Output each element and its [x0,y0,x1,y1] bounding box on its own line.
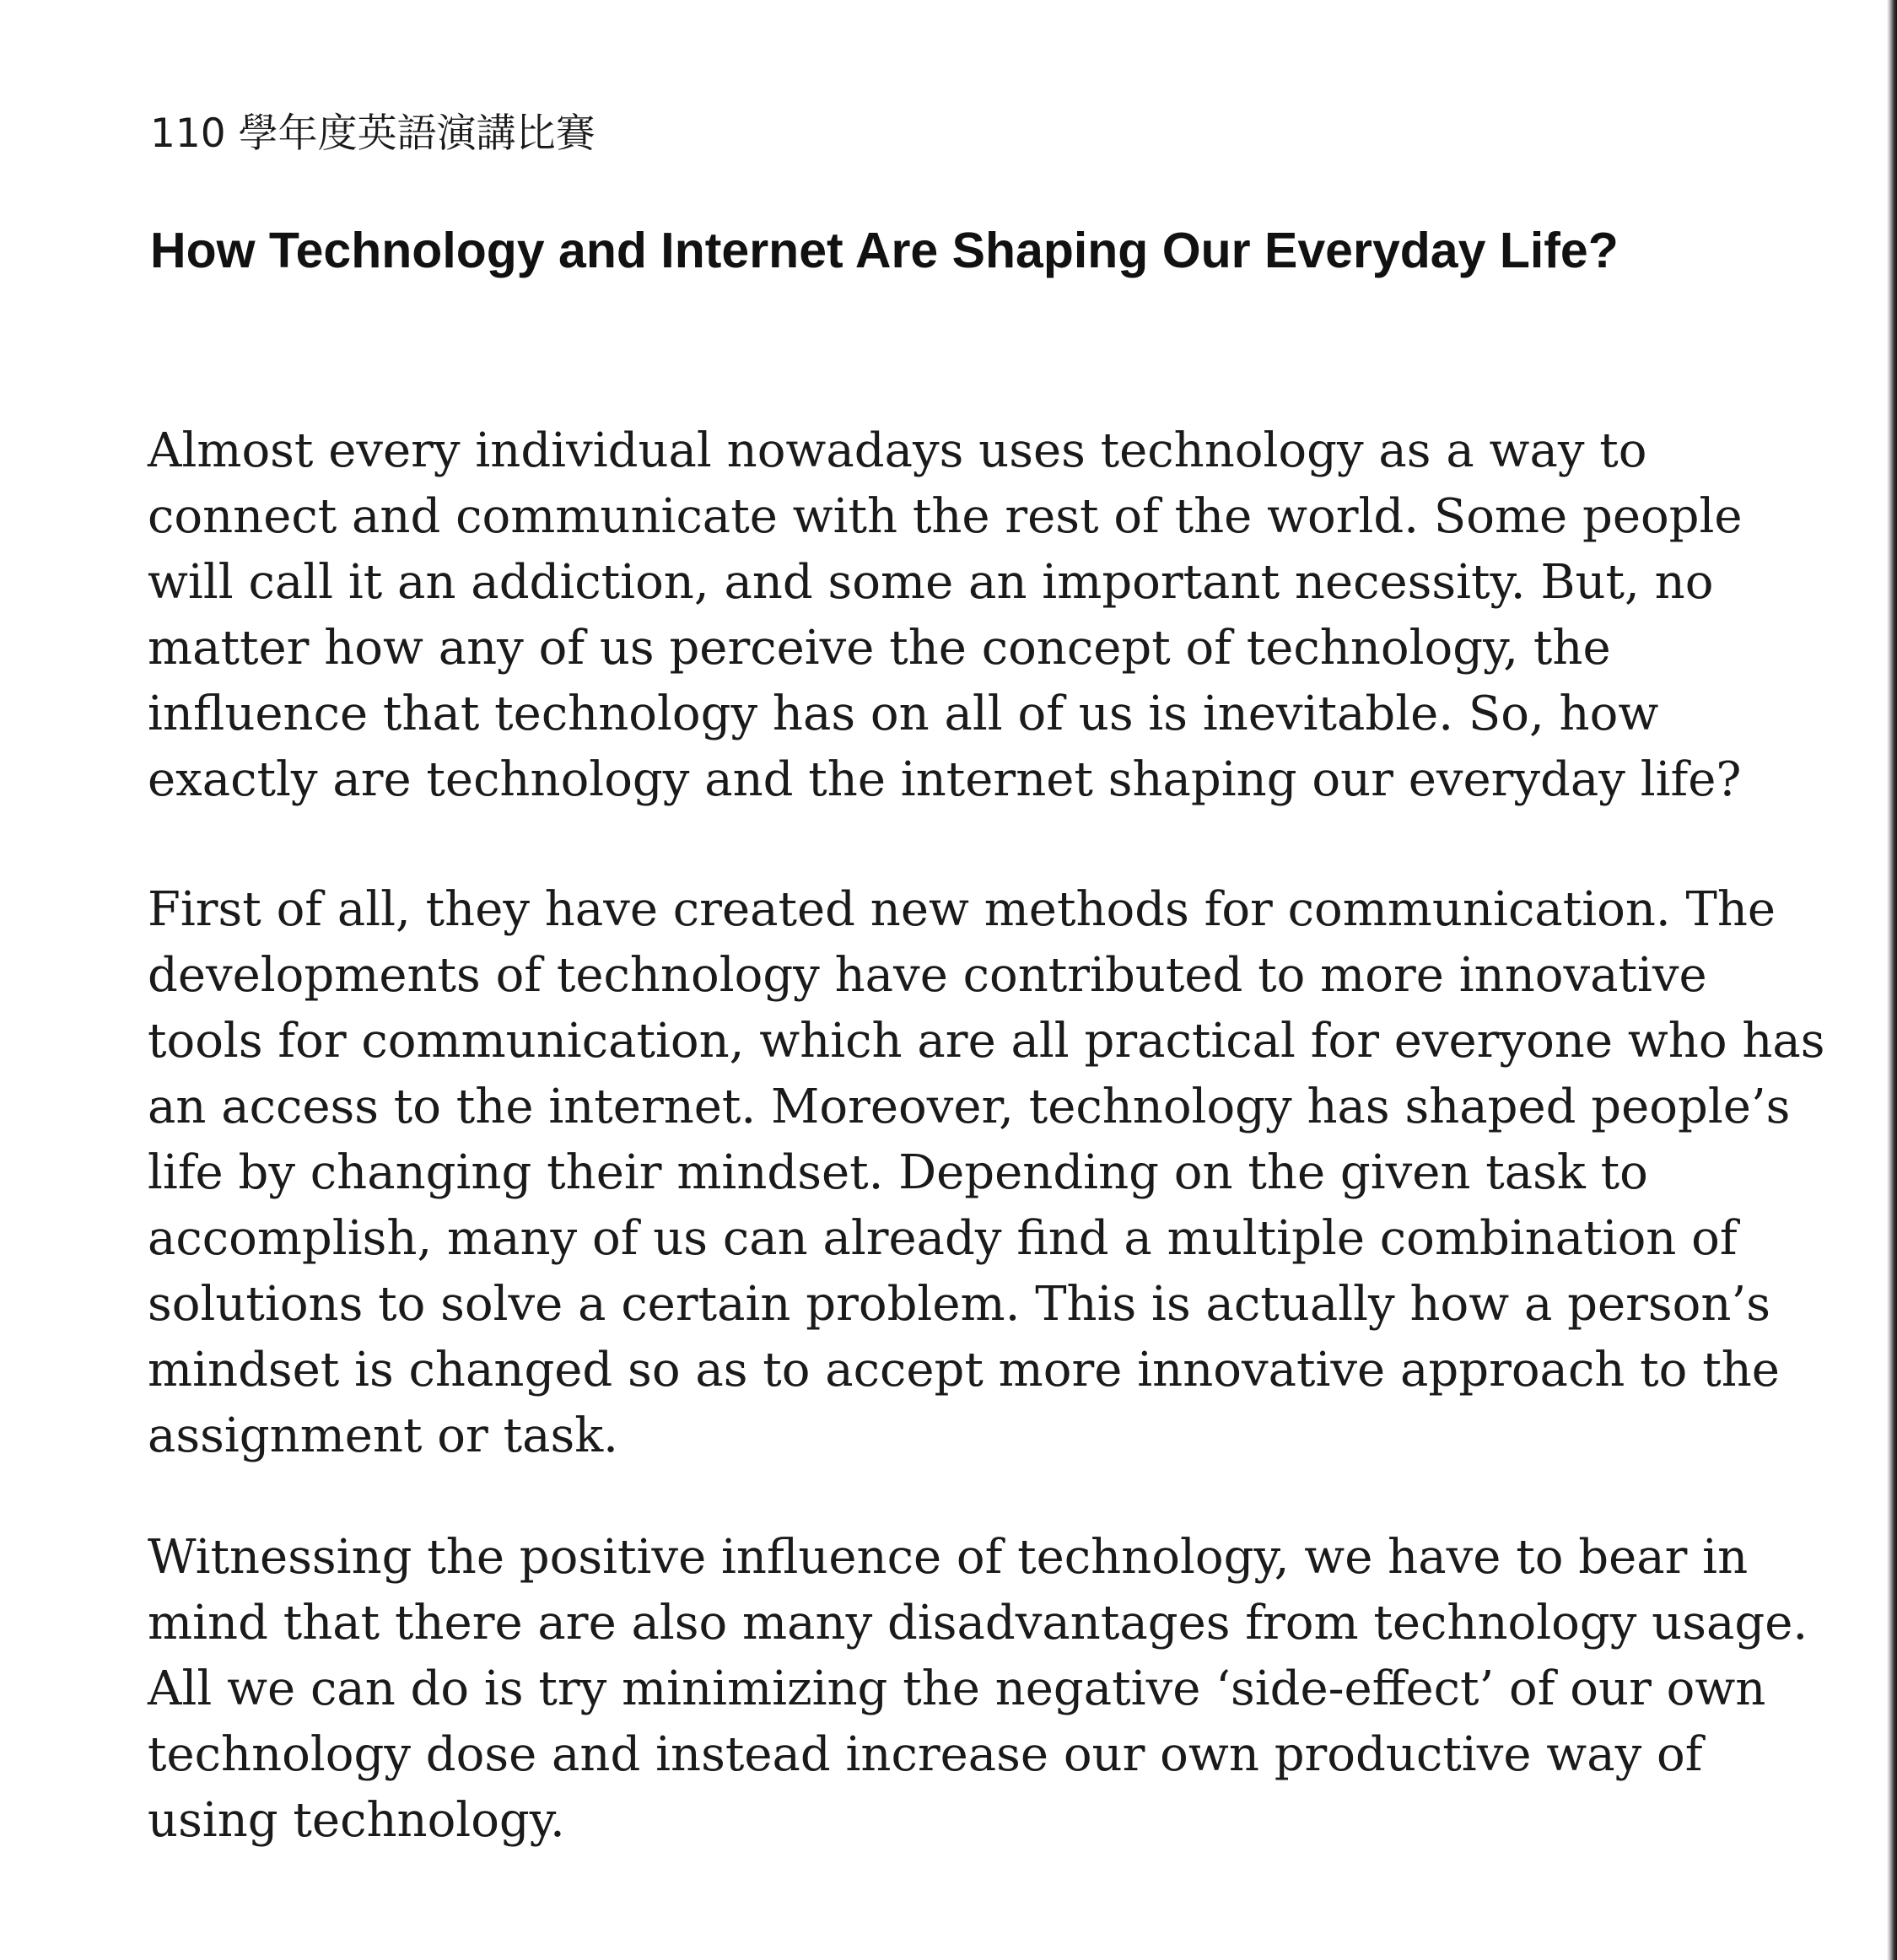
paragraph-line: All we can do is try minimizing the negative ‘side-effect’ of our own [148,1661,1766,1716]
paragraph-line: tools for communication, which are all practical for everyone who has [148,1014,1825,1069]
paragraph-line: assignment or task. [148,1408,618,1463]
essay-title: How Technology and Internet Are Shaping Our Everyday Life? [150,223,1619,278]
paragraph-introduction [148,418,1743,813]
paragraph-line: accomplish, many of us can already find a multiple combination of [148,1211,1738,1266]
paragraph-line: matter how any of us perceive the concept of technology, the [148,621,1611,676]
paragraph-line: connect and communicate with the rest of the world. Some people [148,489,1743,544]
paragraph-line: mind that there are also many disadvantages from technology usage. [148,1596,1808,1650]
paragraph-line: solutions to solve a certain problem. This is actually how a person’s [148,1277,1770,1332]
paragraph-line: developments of technology have contributed to more innovative [148,948,1707,1003]
paragraph-body [148,877,1825,1469]
paragraph-line: mindset is changed so as to accept more innovative approach to the [148,1343,1780,1397]
paragraph-line: technology dose and instead increase our own productive way of [148,1727,1703,1782]
paragraph-line: exactly are technology and the internet shaping our everyday life? [148,752,1742,807]
paragraph-line: Almost every individual nowadays uses technology as a way to [148,423,1647,478]
scan-edge-shadow [1887,0,1897,1960]
paragraph-line: using technology. [148,1793,565,1848]
paragraph-conclusion [148,1525,1808,1854]
paragraph-line: Witnessing the positive influence of technology, we have to bear in [148,1530,1749,1585]
paragraph-line: life by changing their mindset. Depending on the given task to [148,1145,1648,1200]
paragraph-line: First of all, they have created new methods for communication. The [148,882,1776,937]
paragraph-line: will call it an addiction, and some an important necessity. But, no [148,555,1714,610]
paragraph-line: influence that technology has on all of us is inevitable. So, how [148,687,1659,741]
competition-header: 110 學年度英語演講比賽 [150,110,596,157]
paragraph-line: an access to the internet. Moreover, technology has shaped people’s [148,1080,1791,1134]
